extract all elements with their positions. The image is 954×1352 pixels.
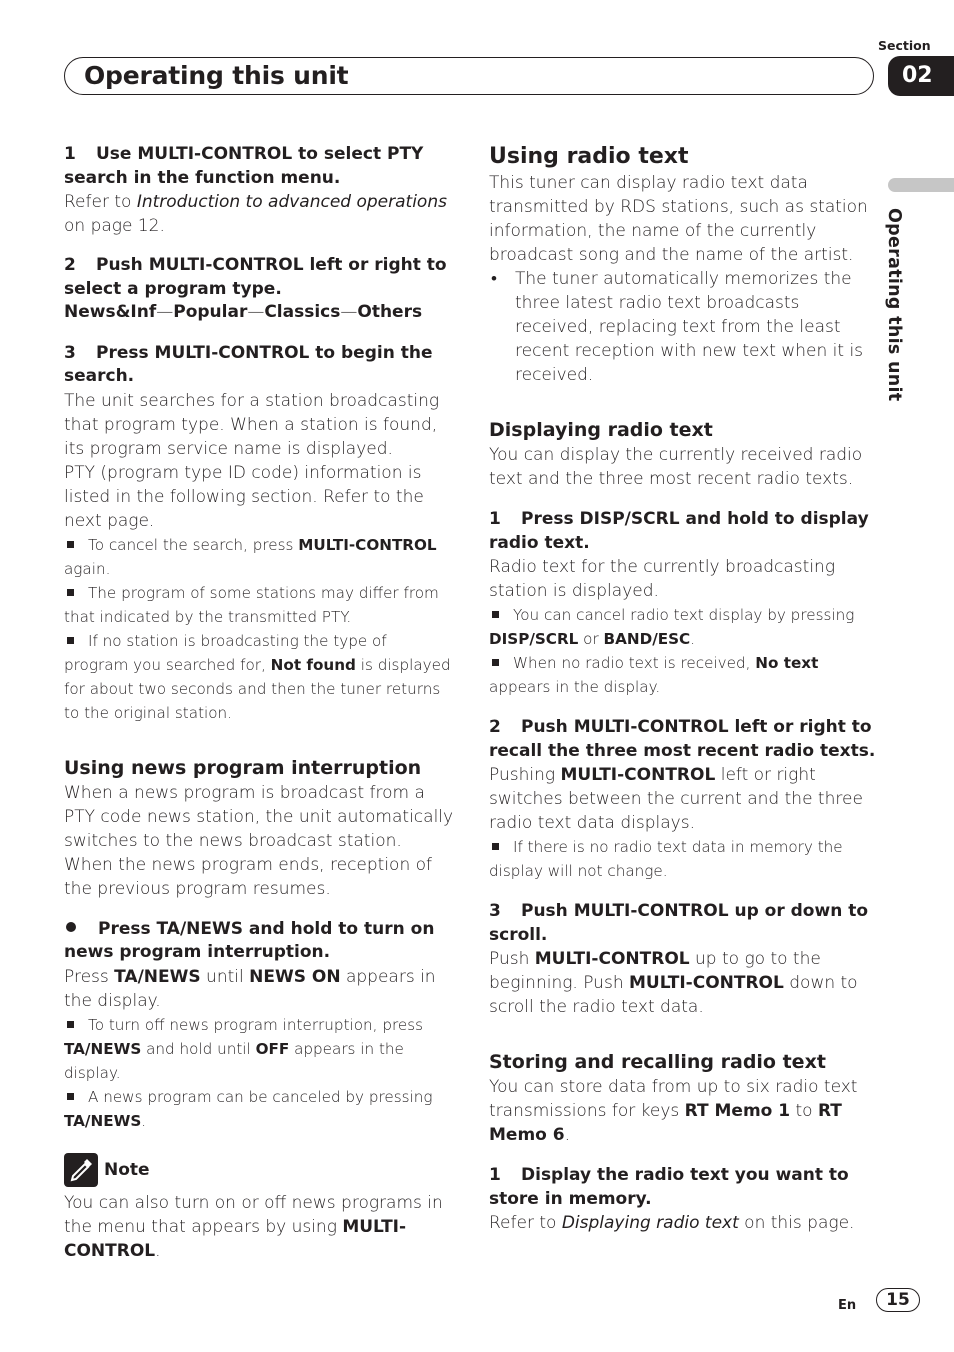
step-3-title: 3 Press MULTI-CONTROL to begin the search. xyxy=(64,342,433,386)
language-label: En xyxy=(838,1298,857,1313)
note-item: If no station is broadcasting the type of program you searched for, Not found is displayed for about two seconds and then the tuner returns to the original station. xyxy=(64,631,451,722)
display-step-2-body: Pushing MULTI-CONTROL left or right switches between the current and the three radio text data displays. xyxy=(489,765,863,833)
program-type-options: News&Inf—Popular—Classics—Others xyxy=(64,302,423,322)
step-2-title: 2 Push MULTI-CONTROL left or right to select a program type. xyxy=(64,255,447,299)
note-item: If there is no radio text data in memory the display will not change. xyxy=(489,838,843,880)
display-step-1-title: 1 Press DISP/SCRL and hold to display radio text. xyxy=(489,509,869,553)
page-title: Operating this unit xyxy=(84,61,349,90)
note-item: To cancel the search, press MULTI-CONTROL again. xyxy=(64,535,437,578)
right-column xyxy=(489,143,879,1235)
note-item: To turn off news program interruption, press TA/NEWS and hold until OFF appears in the display. xyxy=(64,1015,424,1082)
left-column xyxy=(64,143,454,1263)
section-label: Section xyxy=(878,38,931,53)
news-interruption-heading: Using news program interruption xyxy=(64,756,422,779)
side-section-label: Operating this unit xyxy=(884,208,904,402)
step-3-body: The unit searches for a station broadcasting that program type. When a station is found, its program service name is displayed. xyxy=(64,390,440,459)
step-1-title: 1 Use MULTI-CONTROL to select PTY search in the function menu. xyxy=(64,144,424,188)
storing-radio-text-body: You can store data from up to six radio text transmissions for keys RT Memo 1 to RT Memo 6. xyxy=(489,1077,858,1145)
store-step-1-title: 1 Display the radio text you want to store in memory. xyxy=(489,1165,849,1209)
display-step-2-title: 2 Push MULTI-CONTROL left or right to recall the three most recent radio texts. xyxy=(489,717,876,761)
display-step-1-body: Radio text for the currently broadcasting station is displayed. xyxy=(489,557,836,601)
display-step-3-title: 3 Push MULTI-CONTROL up or down to scroll. xyxy=(489,901,869,945)
news-step-title: Press TA/NEWS and hold to turn on news program interruption. xyxy=(64,918,435,962)
displaying-radio-text-body: You can display the currently received radio text and the three most recent radio texts. xyxy=(489,445,863,489)
list-item: • The tuner automatically memorizes the three latest radio text broadcasts received, replacing text from the least recent reception with new text when it is received. xyxy=(491,269,864,385)
display-step-3-body: Push MULTI-CONTROL up to go to the beginning. Push MULTI-CONTROL down to scroll the radio text data. xyxy=(489,949,858,1017)
news-interruption-body: When a news program is broadcast from a PTY code news station, the unit automatically switches to the news broadcast station. When the news program ends, reception of the previous program resumes. xyxy=(64,782,454,899)
page-number: 15 xyxy=(876,1288,920,1312)
section-number-badge: 02 xyxy=(888,56,954,96)
step-1-body: Refer to Introduction to advanced operations on page 12. xyxy=(64,192,447,236)
radio-text-heading: Using radio text xyxy=(489,144,689,169)
pencil-note-icon xyxy=(64,1153,98,1187)
storing-radio-text-heading: Storing and recalling radio text xyxy=(489,1051,826,1073)
note-label: Note xyxy=(104,1159,150,1180)
bullet-icon xyxy=(66,922,76,932)
note-item: When no radio text is received, No text appears in the display. xyxy=(489,654,819,696)
news-step-body: Press TA/NEWS until NEWS ON appears in the display. xyxy=(64,966,436,1011)
side-tab-marker xyxy=(888,178,954,192)
note-item: You can cancel radio text display by pressing DISP/SCRL or BAND/ESC. xyxy=(489,606,855,648)
note-item: A news program can be canceled by pressing TA/NEWS. xyxy=(64,1087,433,1130)
step-3-body-2: PTY (program type ID code) information is listed in the following section. Refer to the next page. xyxy=(64,462,424,531)
note-body: You can also turn on or off news programs in the menu that appears by using MULTI-CONTROL. xyxy=(64,1192,443,1261)
note-heading xyxy=(64,1153,454,1187)
displaying-radio-text-heading: Displaying radio text xyxy=(489,419,713,441)
note-item: The program of some stations may differ from that indicated by the transmitted PTY. xyxy=(64,583,439,626)
radio-text-intro: This tuner can display radio text data transmitted by RDS stations, such as station information, the name of the currently broadcast song and the name of the artist. xyxy=(489,173,868,265)
store-step-1-body: Refer to Displaying radio text on this page. xyxy=(489,1213,855,1233)
